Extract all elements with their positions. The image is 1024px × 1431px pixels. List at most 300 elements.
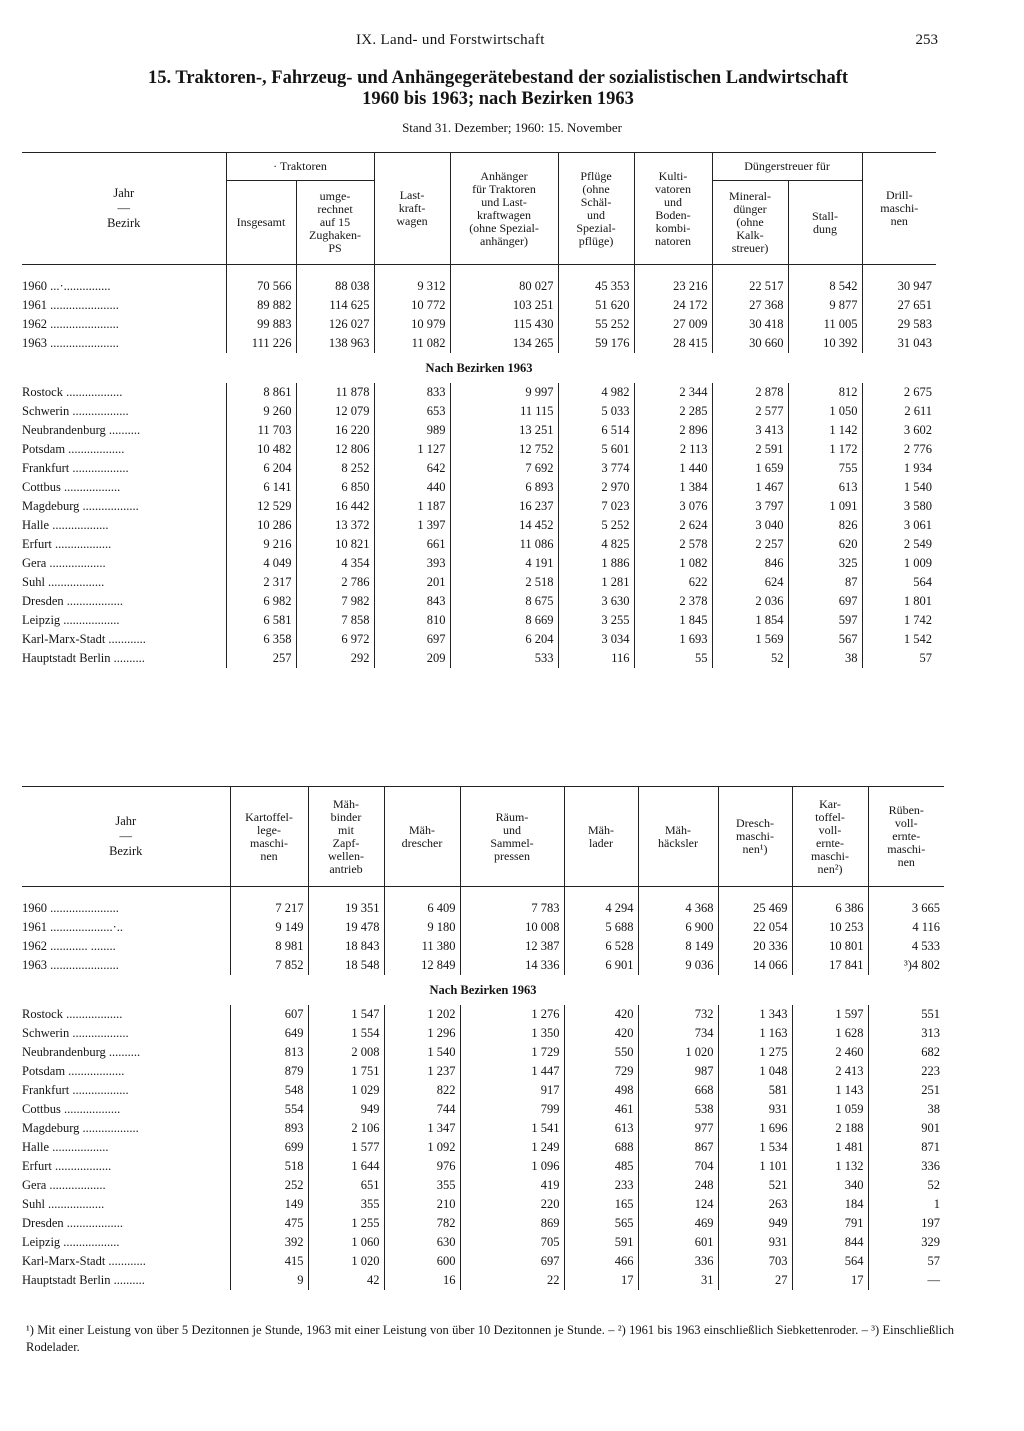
table-cell: 867 — [638, 1138, 718, 1157]
table-row — [22, 1214, 944, 1233]
table-row — [22, 277, 936, 296]
table-body — [22, 887, 944, 1291]
table-cell: 521 — [718, 1176, 792, 1195]
table-cell: 607 — [230, 1005, 308, 1024]
table-cell: 30 947 — [862, 277, 936, 296]
row-label: Frankfurt .................. — [22, 1083, 129, 1097]
table-cell: 1 934 — [862, 459, 936, 478]
table-cell: 591 — [564, 1233, 638, 1252]
table-cell: 2 413 — [792, 1062, 868, 1081]
table-row — [22, 334, 936, 353]
table-cell: 12 849 — [384, 956, 460, 975]
row-label: Rostock .................. — [22, 385, 123, 399]
table-cell: 4 533 — [868, 937, 944, 956]
row-label: Hauptstadt Berlin .......... — [22, 1273, 145, 1287]
table-cell: 2 008 — [308, 1043, 384, 1062]
table-cell: 2 611 — [862, 402, 936, 421]
table-cell: 466 — [564, 1252, 638, 1271]
table-cell: 29 583 — [862, 315, 936, 334]
spacer-cell — [792, 887, 868, 900]
table-cell: 1 845 — [634, 611, 712, 630]
harvest-machine-table — [22, 786, 944, 1290]
table-cell: 31 043 — [862, 334, 936, 353]
table-cell: 2 896 — [634, 421, 712, 440]
table-cell: 3 061 — [862, 516, 936, 535]
table-cell: 440 — [374, 478, 450, 497]
header-lastkraftwagen: Last- kraft- wagen — [374, 153, 450, 265]
table-cell: 2 378 — [634, 592, 712, 611]
table-cell: 11 703 — [226, 421, 296, 440]
table-cell: 9 180 — [384, 918, 460, 937]
table-cell: 10 821 — [296, 535, 374, 554]
section-heading: Nach Bezirken 1963 — [425, 360, 533, 375]
table-row — [22, 459, 936, 478]
table-cell: 1 142 — [788, 421, 862, 440]
row-label: 1960 ...·............... — [22, 279, 111, 293]
table-cell: 42 — [308, 1271, 384, 1290]
table-row — [22, 1062, 944, 1081]
table-cell: 6 528 — [564, 937, 638, 956]
running-head — [0, 32, 1024, 52]
table-cell: 1 029 — [308, 1081, 384, 1100]
table-cell: ³)4 802 — [868, 956, 944, 975]
table-row — [22, 402, 936, 421]
table-cell: 846 — [712, 554, 788, 573]
table-cell: 201 — [374, 573, 450, 592]
table-cell: 893 — [230, 1119, 308, 1138]
table-cell: 355 — [384, 1176, 460, 1195]
table-cell: 23 216 — [634, 277, 712, 296]
table-cell: 1 554 — [308, 1024, 384, 1043]
spacer-cell — [634, 265, 712, 278]
table-cell: 336 — [868, 1157, 944, 1176]
table-cell: 10 008 — [460, 918, 564, 937]
table-cell: 251 — [868, 1081, 944, 1100]
row-label: Cottbus .................. — [22, 1102, 121, 1116]
table-cell: 116 — [558, 649, 634, 668]
table-cell: 620 — [788, 535, 862, 554]
table-cell: 729 — [564, 1062, 638, 1081]
table-cell: 57 — [868, 1252, 944, 1271]
row-label: Schwerin .................. — [22, 1026, 129, 1040]
spacer-row — [22, 265, 936, 278]
row-label: Hauptstadt Berlin .......... — [22, 651, 145, 665]
table-cell: 485 — [564, 1157, 638, 1176]
table-cell: 931 — [718, 1233, 792, 1252]
table-cell: 1 343 — [718, 1005, 792, 1024]
table-cell: 1 644 — [308, 1157, 384, 1176]
row-label: Neubrandenburg .......... — [22, 1045, 141, 1059]
table-cell: 12 387 — [460, 937, 564, 956]
table-cell: 469 — [638, 1214, 718, 1233]
header-drillmaschinen: Drill- maschi- nen — [862, 153, 936, 265]
table-row — [22, 649, 936, 668]
table-cell: 31 — [638, 1271, 718, 1290]
table-row — [22, 1100, 944, 1119]
table-cell: 813 — [230, 1043, 308, 1062]
row-label: Leipzig .................. — [22, 1235, 120, 1249]
table-cell: 2 578 — [634, 535, 712, 554]
table-row — [22, 573, 936, 592]
spacer-cell — [230, 887, 308, 900]
table-cell: 420 — [564, 1005, 638, 1024]
header-kultivatoren: Kulti- vatoren und Boden- kombi- natoren — [634, 153, 712, 265]
row-label: Dresden .................. — [22, 594, 124, 608]
table-cell: 6 141 — [226, 478, 296, 497]
row-label: Leipzig .................. — [22, 613, 120, 627]
table-cell: 2 113 — [634, 440, 712, 459]
table-cell: 554 — [230, 1100, 308, 1119]
table-cell: 3 034 — [558, 630, 634, 649]
table-cell: 6 514 — [558, 421, 634, 440]
table-cell: 799 — [460, 1100, 564, 1119]
table-cell: 1 092 — [384, 1138, 460, 1157]
table-row — [22, 516, 936, 535]
table-cell: 987 — [638, 1062, 718, 1081]
table-cell: 844 — [792, 1233, 868, 1252]
row-label: Karl-Marx-Stadt ............ — [22, 632, 146, 646]
table-row — [22, 554, 936, 573]
table-cell: 87 — [788, 573, 862, 592]
table-cell: 548 — [230, 1081, 308, 1100]
table-cell: 11 115 — [450, 402, 558, 421]
table-cell: 1 101 — [718, 1157, 792, 1176]
table-cell: 51 620 — [558, 296, 634, 315]
table-cell: 124 — [638, 1195, 718, 1214]
table-cell: 10 253 — [792, 918, 868, 937]
table-row — [22, 1138, 944, 1157]
table-row — [22, 918, 944, 937]
table-cell: 2 786 — [296, 573, 374, 592]
table-cell: 1 163 — [718, 1024, 792, 1043]
table-cell: 80 027 — [450, 277, 558, 296]
table-cell: 88 038 — [296, 277, 374, 296]
table-cell: 833 — [374, 383, 450, 402]
table-cell: 653 — [374, 402, 450, 421]
table-cell: 20 336 — [718, 937, 792, 956]
table-cell: 8 149 — [638, 937, 718, 956]
header-dreschmaschinen: Dresch- maschi- nen¹) — [718, 787, 792, 887]
table-cell: 70 566 — [226, 277, 296, 296]
table-cell: 1 540 — [862, 478, 936, 497]
table-cell: 518 — [230, 1157, 308, 1176]
table-cell: 564 — [862, 573, 936, 592]
table-cell: 2 549 — [862, 535, 936, 554]
table-cell: 2 036 — [712, 592, 788, 611]
table-cell: 2 257 — [712, 535, 788, 554]
table-cell: 649 — [230, 1024, 308, 1043]
table-cell: 4 191 — [450, 554, 558, 573]
header-maehlader: Mäh- lader — [564, 787, 638, 887]
table-cell: 6 893 — [450, 478, 558, 497]
header-ruebenvollernte: Rüben- voll- ernte- maschi- nen — [868, 787, 944, 887]
table-cell: 57 — [862, 649, 936, 668]
table-cell: 613 — [788, 478, 862, 497]
table-cell: 498 — [564, 1081, 638, 1100]
table-cell: 8 669 — [450, 611, 558, 630]
table-row — [22, 535, 936, 554]
table-cell: 2 577 — [712, 402, 788, 421]
table-cell: 17 — [792, 1271, 868, 1290]
row-label: Erfurt .................. — [22, 537, 112, 551]
table-cell: 19 478 — [308, 918, 384, 937]
spacer-cell — [374, 265, 450, 278]
table-cell: 99 883 — [226, 315, 296, 334]
table-cell: 668 — [638, 1081, 718, 1100]
table-cell: 4 825 — [558, 535, 634, 554]
table-cell: 1 — [868, 1195, 944, 1214]
table-cell: 12 806 — [296, 440, 374, 459]
table-cell: 30 660 — [712, 334, 788, 353]
row-label: Gera .................. — [22, 1178, 106, 1192]
header-maehdrescher: Mäh- drescher — [384, 787, 460, 887]
table-cell: 4 982 — [558, 383, 634, 402]
table-cell: 1 091 — [788, 497, 862, 516]
table-cell: 355 — [308, 1195, 384, 1214]
table-cell: 688 — [564, 1138, 638, 1157]
table-row — [22, 1195, 944, 1214]
table-cell: 1 547 — [308, 1005, 384, 1024]
table-cell: 223 — [868, 1062, 944, 1081]
table-cell: 843 — [374, 592, 450, 611]
table-row — [22, 1005, 944, 1024]
page-number: 253 — [915, 32, 938, 48]
table-cell: 16 — [384, 1271, 460, 1290]
row-label: Frankfurt .................. — [22, 461, 129, 475]
table-cell: 2 675 — [862, 383, 936, 402]
section-heading-row — [22, 975, 944, 1005]
table-cell: 2 776 — [862, 440, 936, 459]
table-cell: 11 086 — [450, 535, 558, 554]
table-cell: 8 252 — [296, 459, 374, 478]
table-cell: 52 — [712, 649, 788, 668]
table-cell: 581 — [718, 1081, 792, 1100]
table-cell: 1 569 — [712, 630, 788, 649]
table-cell: 1 281 — [558, 573, 634, 592]
table-cell: 949 — [308, 1100, 384, 1119]
table-cell: 11 878 — [296, 383, 374, 402]
table-cell: 16 220 — [296, 421, 374, 440]
table-cell: 1 854 — [712, 611, 788, 630]
table-cell: 5 688 — [564, 918, 638, 937]
section-heading-row — [22, 353, 936, 383]
table-cell: 2 344 — [634, 383, 712, 402]
table-cell: 1 597 — [792, 1005, 868, 1024]
table-cell: 1 467 — [712, 478, 788, 497]
table-cell: 6 901 — [564, 956, 638, 975]
table-cell: 184 — [792, 1195, 868, 1214]
table-cell: 5 601 — [558, 440, 634, 459]
table-cell: 27 368 — [712, 296, 788, 315]
row-label: Halle .................. — [22, 518, 109, 532]
table-cell: 419 — [460, 1176, 564, 1195]
table-cell: 3 630 — [558, 592, 634, 611]
table-cell: 976 — [384, 1157, 460, 1176]
table-cell: 1 275 — [718, 1043, 792, 1062]
table-cell: 1 886 — [558, 554, 634, 573]
header-umgerechnet: umge- rechnet auf 15 Zughaken- PS — [296, 181, 374, 265]
table-cell: 114 625 — [296, 296, 374, 315]
table-cell: 6 386 — [792, 899, 868, 918]
spacer-cell — [384, 887, 460, 900]
table-row — [22, 611, 936, 630]
table-cell: 111 226 — [226, 334, 296, 353]
table-cell: 7 023 — [558, 497, 634, 516]
header-pfluege: Pflüge (ohne Schäl- und Spezial- pflüge) — [558, 153, 634, 265]
table-cell: 1 048 — [718, 1062, 792, 1081]
table-cell: 6 982 — [226, 592, 296, 611]
table-cell: 313 — [868, 1024, 944, 1043]
table-cell: 791 — [792, 1214, 868, 1233]
table-cell: 734 — [638, 1024, 718, 1043]
table-cell: 1 096 — [460, 1157, 564, 1176]
table-cell: 2 285 — [634, 402, 712, 421]
table-cell: 6 409 — [384, 899, 460, 918]
header-maehhaecksler: Mäh- häcksler — [638, 787, 718, 887]
header-kartoffelvollernte: Kar- toffel- voll- ernte- maschi- nen²) — [792, 787, 868, 887]
row-label: Halle .................. — [22, 1140, 109, 1154]
table-cell: 2 460 — [792, 1043, 868, 1062]
table-cell: 6 850 — [296, 478, 374, 497]
table-row — [22, 1271, 944, 1290]
table-cell: 38 — [868, 1100, 944, 1119]
table-cell: 10 801 — [792, 937, 868, 956]
table-cell: 704 — [638, 1157, 718, 1176]
table-cell: 134 265 — [450, 334, 558, 353]
table-cell: 3 774 — [558, 459, 634, 478]
table-cell: 197 — [868, 1214, 944, 1233]
table-cell: 6 972 — [296, 630, 374, 649]
table-cell: 7 858 — [296, 611, 374, 630]
table-cell: 1 350 — [460, 1024, 564, 1043]
table-cell: 3 413 — [712, 421, 788, 440]
table-subtitle: Stand 31. Dezember; 1960: 15. November — [402, 120, 622, 135]
table-cell: 4 294 — [564, 899, 638, 918]
table-cell: 1 143 — [792, 1081, 868, 1100]
table-cell: 9 260 — [226, 402, 296, 421]
table-cell: 52 — [868, 1176, 944, 1195]
row-label: Magdeburg .................. — [22, 499, 139, 513]
table-cell: 551 — [868, 1005, 944, 1024]
table-cell: 11 005 — [788, 315, 862, 334]
table-cell: 7 852 — [230, 956, 308, 975]
table-cell: 682 — [868, 1043, 944, 1062]
table-cell: 2 591 — [712, 440, 788, 459]
table-cell: 2 878 — [712, 383, 788, 402]
spacer-cell — [638, 887, 718, 900]
spacer-cell — [22, 887, 230, 900]
row-label: Erfurt .................. — [22, 1159, 112, 1173]
table-cell: 420 — [564, 1024, 638, 1043]
table-cell: 624 — [712, 573, 788, 592]
table-cell: 931 — [718, 1100, 792, 1119]
table-cell: 8 981 — [230, 937, 308, 956]
table-cell: 9 312 — [374, 277, 450, 296]
table-cell: 1 742 — [862, 611, 936, 630]
row-label: 1962 ............ ........ — [22, 939, 116, 953]
table-title-line-2: 1960 bis 1963; nach Bezirken 1963 — [362, 89, 634, 109]
table-cell: 1 009 — [862, 554, 936, 573]
table-cell: 12 529 — [226, 497, 296, 516]
table-row — [22, 899, 944, 918]
table-cell: 165 — [564, 1195, 638, 1214]
spacer-cell — [22, 265, 226, 278]
table-cell: 10 392 — [788, 334, 862, 353]
spacer-cell — [788, 265, 862, 278]
table-cell: 340 — [792, 1176, 868, 1195]
table-cell: 1 059 — [792, 1100, 868, 1119]
table-cell: 11 380 — [384, 937, 460, 956]
table-cell: 3 602 — [862, 421, 936, 440]
table-cell: 550 — [564, 1043, 638, 1062]
header-kartoffellegemaschinen: Kartoffel- lege- maschi- nen — [230, 787, 308, 887]
row-label: Rostock .................. — [22, 1007, 123, 1021]
row-label: Karl-Marx-Stadt ............ — [22, 1254, 146, 1268]
table-row — [22, 1157, 944, 1176]
table-cell: 1 060 — [308, 1233, 384, 1252]
table-cell: 7 217 — [230, 899, 308, 918]
header-jahr-bezirk: Jahr — Bezirk — [109, 814, 143, 858]
table-cell: 292 — [296, 649, 374, 668]
row-label: 1961 ....................·.. — [22, 920, 124, 934]
table-cell: 3 797 — [712, 497, 788, 516]
spacer-cell — [450, 265, 558, 278]
table-cell: 1 481 — [792, 1138, 868, 1157]
table-cell: 1 276 — [460, 1005, 564, 1024]
table-cell: 415 — [230, 1252, 308, 1271]
table-cell: 11 082 — [374, 334, 450, 353]
table-cell: 263 — [718, 1195, 792, 1214]
table-cell: 22 — [460, 1271, 564, 1290]
row-label: 1962 ...................... — [22, 317, 119, 331]
table-cell: 3 665 — [868, 899, 944, 918]
header-anhaenger: Anhänger für Traktoren und Last- kraftwagen (ohne Spezial- anhänger) — [450, 153, 558, 265]
table-cell: 564 — [792, 1252, 868, 1271]
table-cell: 1 541 — [460, 1119, 564, 1138]
table-cell: 30 418 — [712, 315, 788, 334]
table-cell: 27 — [718, 1271, 792, 1290]
table-cell: 744 — [384, 1100, 460, 1119]
table-cell: 27 009 — [634, 315, 712, 334]
table-cell: 533 — [450, 649, 558, 668]
spacer-cell — [308, 887, 384, 900]
table-cell: 1 628 — [792, 1024, 868, 1043]
table-cell: 210 — [384, 1195, 460, 1214]
table-cell: 336 — [638, 1252, 718, 1271]
table-cell: 901 — [868, 1119, 944, 1138]
table-cell: 9 149 — [230, 918, 308, 937]
table-cell: 126 027 — [296, 315, 374, 334]
table-cell: 1 801 — [862, 592, 936, 611]
table-cell: 567 — [788, 630, 862, 649]
table-row — [22, 630, 936, 649]
table-cell: 1 237 — [384, 1062, 460, 1081]
spacer-cell — [558, 265, 634, 278]
row-label: 1960 ...................... — [22, 901, 119, 915]
table-cell: 149 — [230, 1195, 308, 1214]
table-cell: 6 358 — [226, 630, 296, 649]
table-cell: 14 452 — [450, 516, 558, 535]
table-cell: 1 447 — [460, 1062, 564, 1081]
table-cell: 2 970 — [558, 478, 634, 497]
table-cell: 705 — [460, 1233, 564, 1252]
table-cell: 45 353 — [558, 277, 634, 296]
header-mineralduenger: Mineral- dünger (ohne Kalk- streuer) — [712, 181, 788, 265]
row-label: 1961 ...................... — [22, 298, 119, 312]
table-cell: 622 — [634, 573, 712, 592]
spacer-cell — [226, 265, 296, 278]
table-cell: 869 — [460, 1214, 564, 1233]
